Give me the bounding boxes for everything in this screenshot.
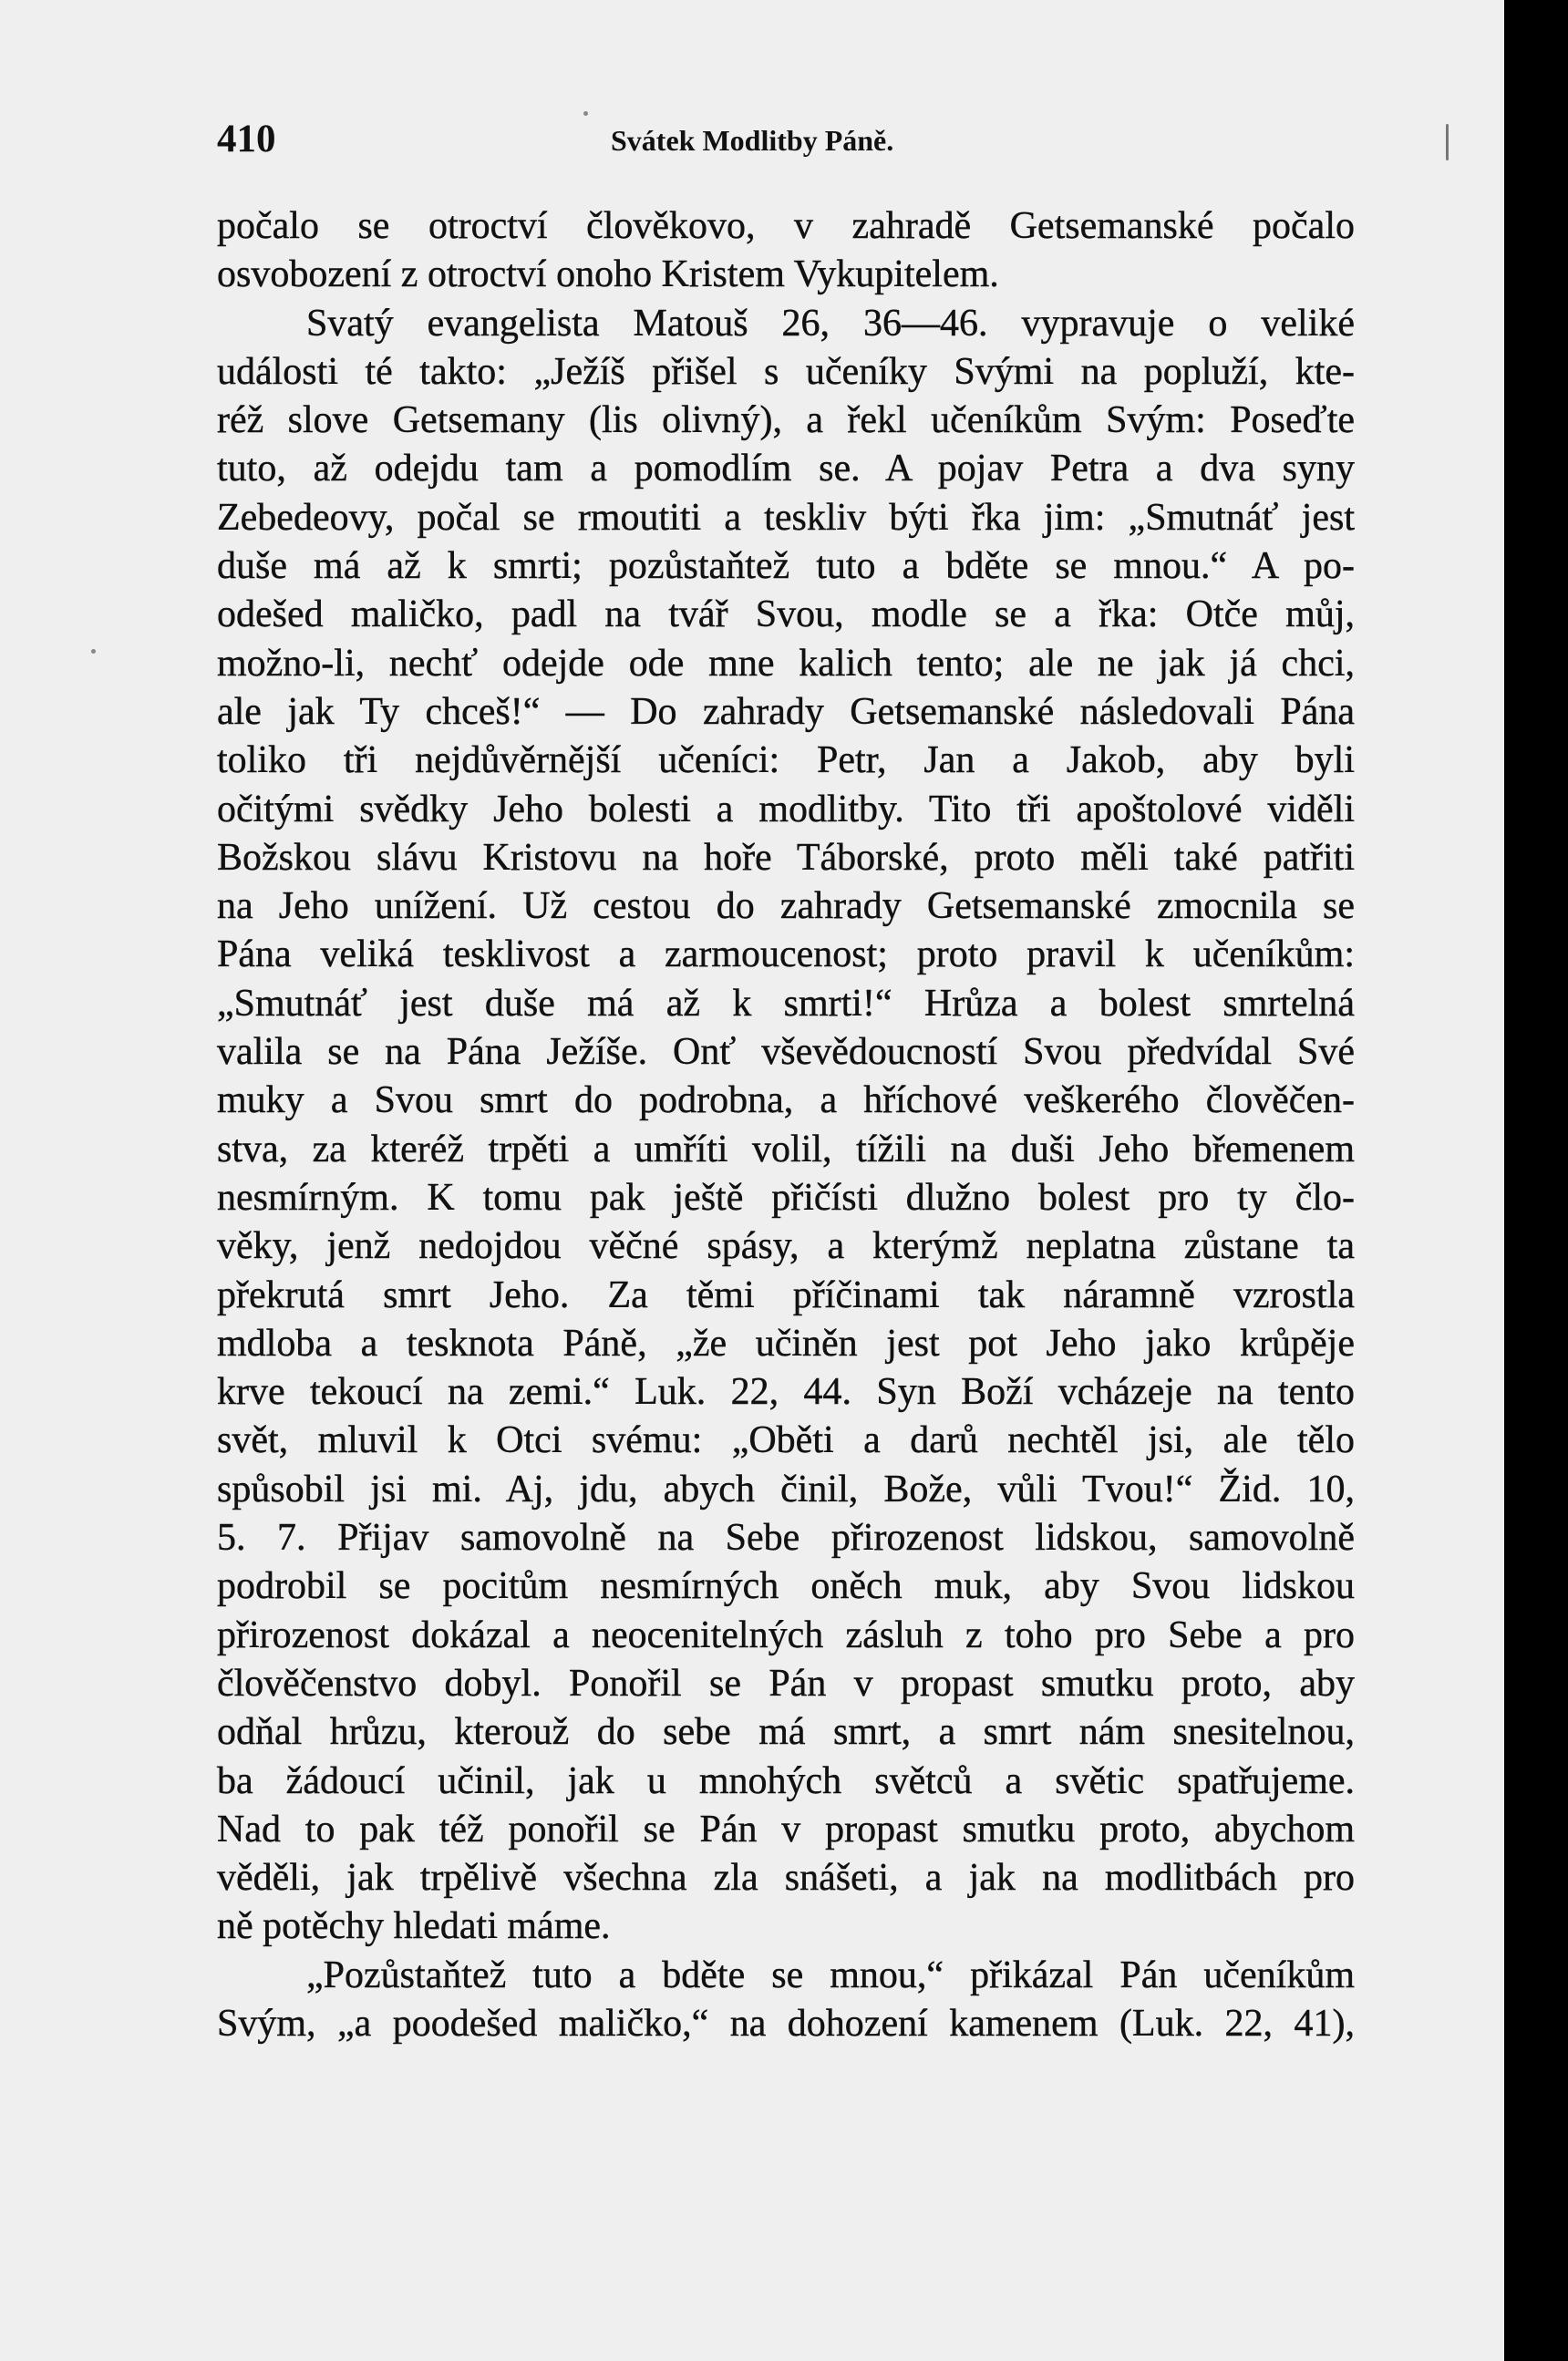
text-line: věděli, jak trpělivě všechna zla snášeti, a jak na modlitbách pro [217, 1857, 1355, 1900]
text-line: Svým, „a poodešed maličko,“ na dohození kamenem (Luk. 22, 41), [217, 2002, 1355, 2045]
text-line: stva, za kteréž trpěti a umříti volil, tížili na duši Jeho břemenem [217, 1128, 1355, 1170]
text-line: ale jak Ty chceš!“ — Do zahrady Getsemanské následovali Pána [217, 690, 1355, 733]
text-line: odešed maličko, padl na tvář Svou, modle se a řka: Otče můj, [217, 593, 1355, 636]
text-line: „Smutnáť jest duše má až k smrti!“ Hrůza a bolest smrtelná [217, 982, 1355, 1025]
text-line: věky, jenž nedojdou věčné spásy, a kterýmž neplatna zůstane ta [217, 1225, 1355, 1268]
text-line: přirozenost dokázal a neocenitelných zásluh z toho pro Sebe a pro [217, 1614, 1355, 1656]
paper-speck [91, 649, 96, 654]
text-line: ba žádoucí učinil, jak u mnohých světců a světic spatřujeme. [217, 1759, 1355, 1802]
text-line: možno-li, nechť odejde ode mne kalich tento; ale ne jak já chci, [217, 642, 1355, 685]
text-line: člověčenstvo dobyl. Ponořil se Pán v propast smutku proto, aby [217, 1662, 1355, 1705]
running-title: Svátek Modlitby Páně. [611, 124, 894, 157]
text-line: počalo se otroctví člověkovo, v zahradě Getsemanské počalo [217, 205, 1355, 247]
text-line: valila se na Pána Ježíše. Onť vševědoucností Svou předvídal Své [217, 1031, 1355, 1074]
text-line: muky a Svou smrt do podrobna, a hříchové veškerého člověčen- [217, 1079, 1355, 1122]
text-line: na Jeho unížení. Už cestou do zahrady Getsemanské zmocnila se [217, 885, 1355, 928]
text-line: Zebedeovy, počal se rmoutiti a teskliv býti řka jim: „Smutnáť jest [217, 496, 1355, 539]
text-line: nesmírným. K tomu pak ještě přičísti dlužno bolest pro ty člo- [217, 1176, 1355, 1219]
body-text [217, 202, 1355, 2048]
text-line: 5. 7. Přijav samovolně na Sebe přirozenost lidskou, samovolně [217, 1517, 1355, 1560]
text-line: spůsobil jsi mi. Aj, jdu, abych činil, Bože, vůli Tvou!“ Žid. 10, [217, 1468, 1355, 1510]
text-line: mdloba a tesknota Páně, „že učiněn jest pot Jeho jako krůpěje [217, 1322, 1355, 1365]
text-line: toliko tři nejdůvěrnější učeníci: Petr, Jan a Jakob, aby byli [217, 739, 1355, 782]
text-line: „Pozůstaňtež tuto a bděte se mnou,“ přikázal Pán učeníkům [306, 1954, 1355, 1996]
paper-mark [1446, 124, 1449, 160]
scan-border [1504, 0, 1568, 2361]
text-line: osvobození z otroctví onoho Kristem Vykupitelem. [217, 253, 999, 296]
text-line: očitými svědky Jeho bolesti a modlitby. Tito tři apoštolové viděli [217, 788, 1355, 830]
text-line: svět, mluvil k Otci svému: „Oběti a darů nechtěl jsi, ale tělo [217, 1419, 1355, 1462]
text-line: tuto, až odejdu tam a pomodlím se. A pojav Petra a dva syny [217, 448, 1355, 490]
paper-speck [583, 111, 588, 116]
text-line: Božskou slávu Kristovu na hoře Táborské, proto měli také patřiti [217, 836, 1355, 879]
text-line: krve tekoucí na zemi.“ Luk. 22, 44. Syn Boží vcházeje na tento [217, 1371, 1355, 1414]
text-line: ně potěchy hledati máme. [217, 1905, 611, 1948]
text-line: podrobil se pocitům nesmírných oněch muk, aby Svou lidskou [217, 1565, 1355, 1608]
text-line: Nad to pak též ponořil se Pán v propast smutku proto, abychom [217, 1808, 1355, 1851]
text-line: překrutá smrt Jeho. Za těmi příčinami tak náramně vzrostla [217, 1273, 1355, 1316]
text-line: odňal hrůzu, kterouž do sebe má smrt, a smrt nám snesitelnou, [217, 1711, 1355, 1754]
text-line: události té takto: „Ježíš přišel s učeníky Svými na popluží, kte- [217, 350, 1355, 393]
page-number: 410 [217, 118, 276, 160]
text-line: duše má až k smrti; pozůstaňtež tuto a bděte se mnou.“ A po- [217, 545, 1355, 588]
text-line: Pána veliká tesklivost a zarmoucenost; proto pravil k učeníkům: [217, 933, 1355, 976]
text-line: réž slove Getsemany (lis olivný), a řekl učeníkům Svým: Poseďte [217, 399, 1355, 442]
page-header [0, 117, 1504, 171]
text-line: Svatý evangelista Matouš 26, 36—46. vypravuje o veliké [306, 302, 1355, 345]
